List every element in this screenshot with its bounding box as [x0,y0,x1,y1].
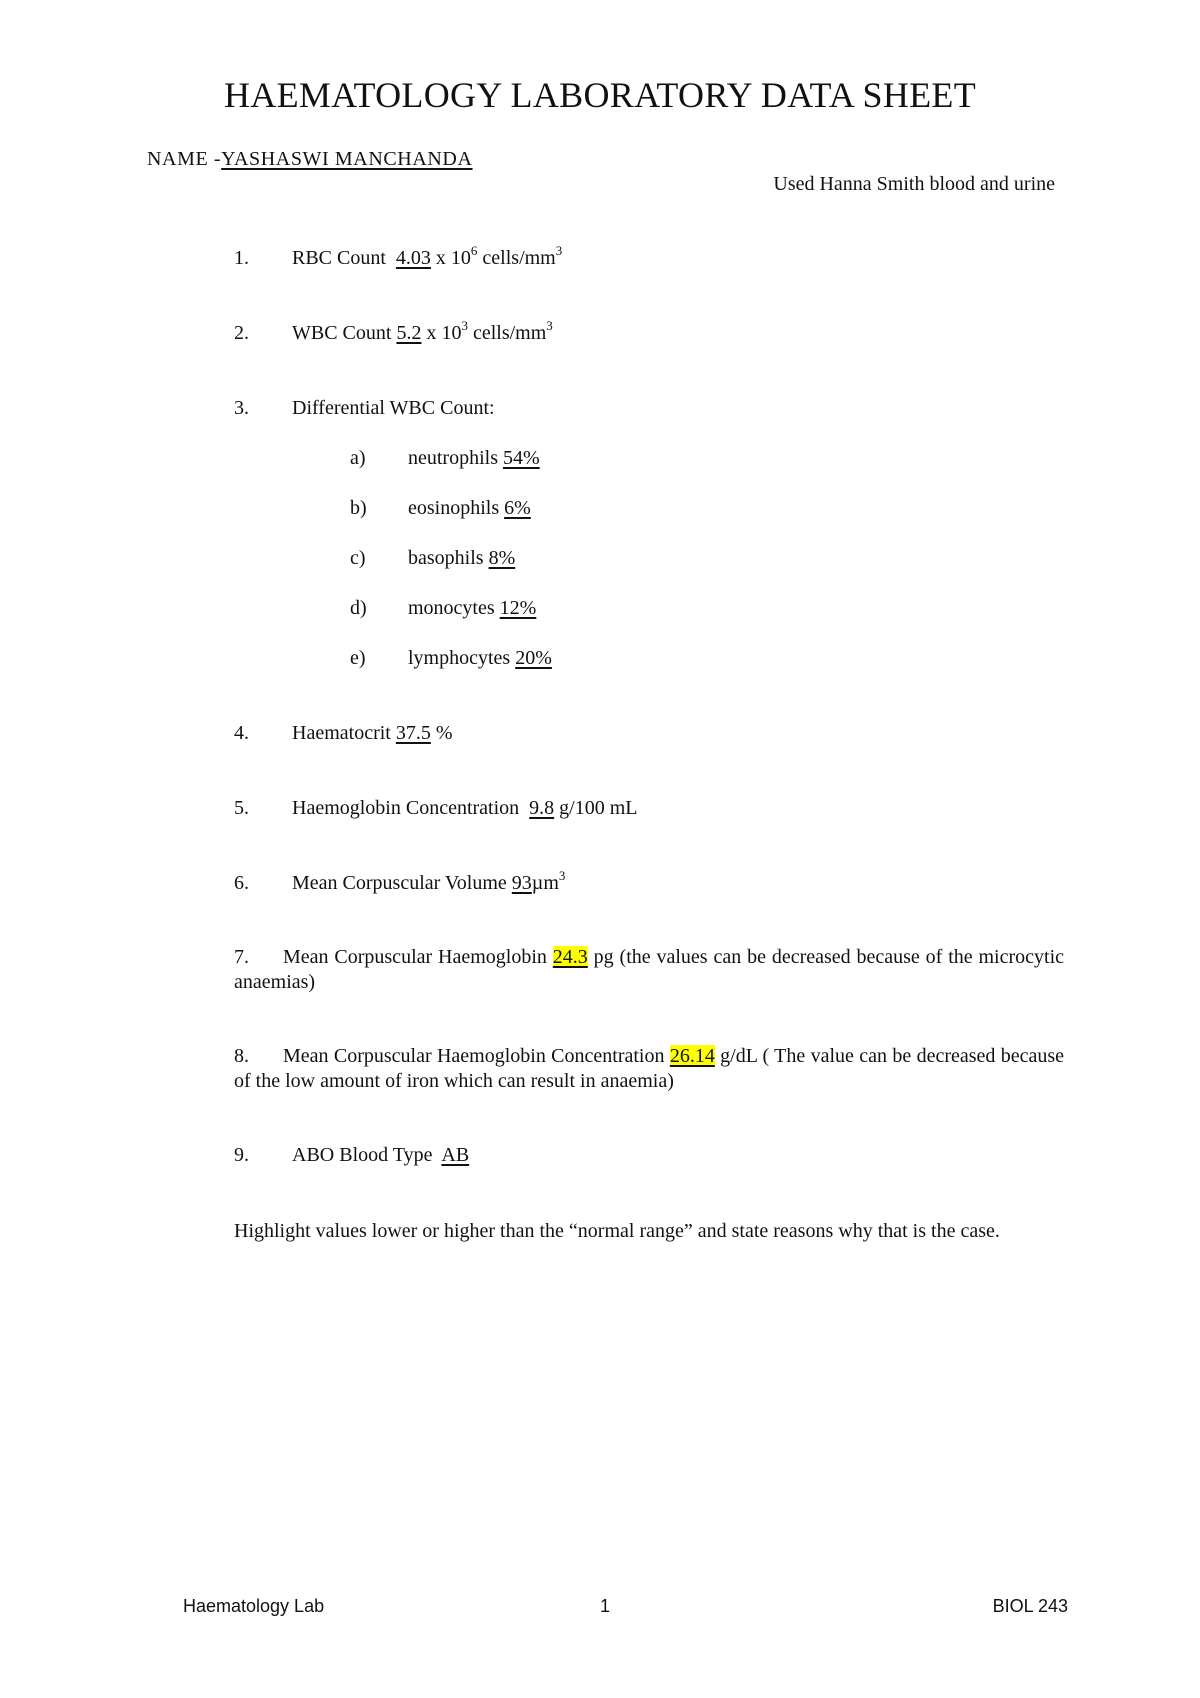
item-label: Haemoglobin Concentration [292,797,520,819]
abo-value: AB [441,1144,470,1166]
item-number: 4. [234,722,249,744]
item-number: 2. [234,322,249,344]
item-number: 6. [234,872,249,894]
wbc-unit-pre: x 10 [426,322,462,344]
rbc-unit-post: cells/mm [482,247,556,269]
haemoglobin-value: 9.8 [529,797,555,819]
haematocrit-unit: % [435,722,453,744]
mcv-unit: m [543,872,559,894]
monocytes-value: 12% [499,597,537,619]
mchc-unit: g/dL [720,1045,758,1067]
item-number: 9. [234,1144,249,1166]
name-value: YASHASWI MANCHANDA [221,148,473,170]
item-number: 8. [234,1045,249,1067]
page-number: 1 [600,1596,611,1616]
mch-comment: (the values can be decreased because of the microcytic anaemias) [234,946,1065,993]
item-number: 3. [234,397,249,419]
item-label: Haematocrit [292,722,391,744]
source-note: Used Hanna Smith blood and urine [773,173,1055,195]
sub-letter: c) [350,547,366,569]
wbc-unit-post: cells/mm [472,322,547,344]
item-mchc [234,1044,1064,1094]
lymphocytes-value: 20% [515,647,552,669]
item-label: ABO Blood Type [292,1144,433,1166]
item-label: Differential WBC Count: [292,397,495,419]
basophils-value: 8% [488,547,516,569]
item-label: Mean Corpuscular Volume [292,872,507,894]
sub-label: eosinophils [408,497,500,519]
footer-right: BIOL 243 [992,1596,1068,1616]
rbc-exponent: 6 [470,243,478,258]
mchc-value: 26.14 [669,1045,715,1067]
sub-letter: b) [350,497,367,519]
item-label: WBC Count [292,322,392,344]
item-number: 5. [234,797,249,819]
rbc-unit-exponent: 3 [555,243,563,258]
sub-label: lymphocytes [408,647,511,669]
mcv-unit-exponent: 3 [558,868,566,883]
item-number: 7. [234,946,249,968]
neutrophils-value: 54% [503,447,540,469]
sub-label: neutrophils [408,447,498,469]
sub-letter: a) [350,447,366,469]
item-mch [234,945,1064,995]
eosinophils-value: 6% [504,497,531,519]
mch-unit: pg [593,946,614,968]
sub-label: basophils [408,547,484,569]
rbc-value: 4.03 [395,247,431,269]
mch-value: 24.3 [552,946,588,968]
sub-letter: d) [350,597,367,619]
wbc-exponent: 3 [461,318,468,333]
footer-left: Haematology Lab [183,1596,325,1616]
mcv-unit-symbol: µ [531,872,544,894]
rbc-unit-pre: x 10 [435,247,471,269]
mcv-value: 93 [511,872,532,894]
name-label: NAME - [147,148,222,170]
haematocrit-value: 37.5 [395,722,431,744]
mchc-comment: ( The value can be decreased because of the low amount of iron which can result in anaemia) [234,1045,1065,1092]
item-label: Mean Corpuscular Haemoglobin [283,946,547,968]
page-title: HAEMATOLOGY LABORATORY DATA SHEET [223,75,977,115]
item-label: Mean Corpuscular Haemoglobin Concentration [283,1045,665,1067]
instruction-text: Highlight values lower or higher than the “normal range” and state reasons why that is the case. [234,1220,1000,1242]
haemoglobin-unit: g/100 mL [559,797,638,819]
item-label: RBC Count [292,247,386,269]
wbc-unit-exponent: 3 [546,318,553,333]
item-number: 1. [234,247,249,269]
sub-letter: e) [350,647,366,669]
wbc-value: 5.2 [396,322,422,344]
name-line [147,148,473,171]
sub-label: monocytes [408,597,495,619]
